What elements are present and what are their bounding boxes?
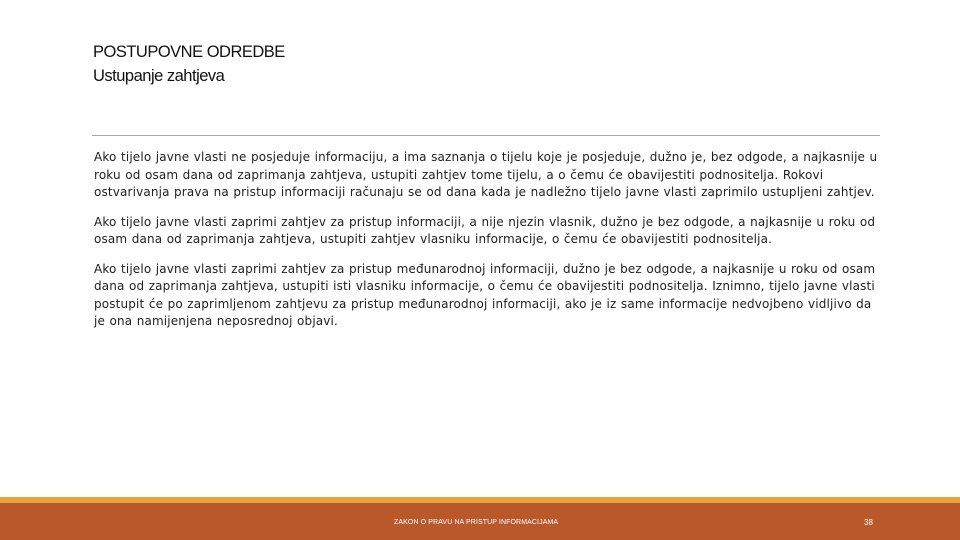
- body-paragraph-1: Ako tijelo javne vlasti ne posjeduje informaciju, a ima saznanja o tijelu koje je posjeduje, dužno je, bez odgode, a najkasnije u roku od osam dana od zaprimanja zahtjeva, ustupiti zahtjev tome tijelu, a o čemu će obavijestiti podnositelja. Rokovi ostvarivanja prava na pristup informaciji računaju se od dana kada je nadležno tijelo javne vlasti zaprimilo ustupljeni zahtjev.: [94, 150, 878, 199]
- slide-body: [94, 149, 884, 343]
- body-paragraph-2: Ako tijelo javne vlasti zaprimi zahtjev za pristup informaciji, a nije njezin vlasnik, dužno je bez odgode, a najkasnije u roku od osam dana od zaprimanja zahtjeva, ustupiti zahtjev vlasniku informacije, o čemu će obavijestiti podnositelja.: [94, 214, 876, 246]
- footer-text: ZAKON O PRAVU NA PRISTUP INFORMACIJAMA: [394, 519, 559, 526]
- section-heading: POSTUPOVNE ODREDBE: [93, 43, 285, 61]
- slide-title: [93, 40, 873, 88]
- subsection-heading: Ustupanje zahtjeva: [93, 67, 225, 85]
- page-number: 38: [864, 518, 873, 527]
- body-paragraph-3: Ako tijelo javne vlasti zaprimi zahtjev za pristup međunarodnoj informaciji, dužno je bez odgode, a najkasnije u roku od osam dana od zaprimanja zahtjeva, ustupiti isti vlasniku informacije, o čemu će obavijestiti podnositelja. Iznimno, tijelo javne vlasti postupit će po zaprimljenom zahtjevu za pristup međunarodnoj informaciji, ako je iz same informacije nedvojbeno vidljivo da je ona namijenjena neposrednoj objavi.: [94, 261, 876, 328]
- title-divider: [92, 135, 880, 136]
